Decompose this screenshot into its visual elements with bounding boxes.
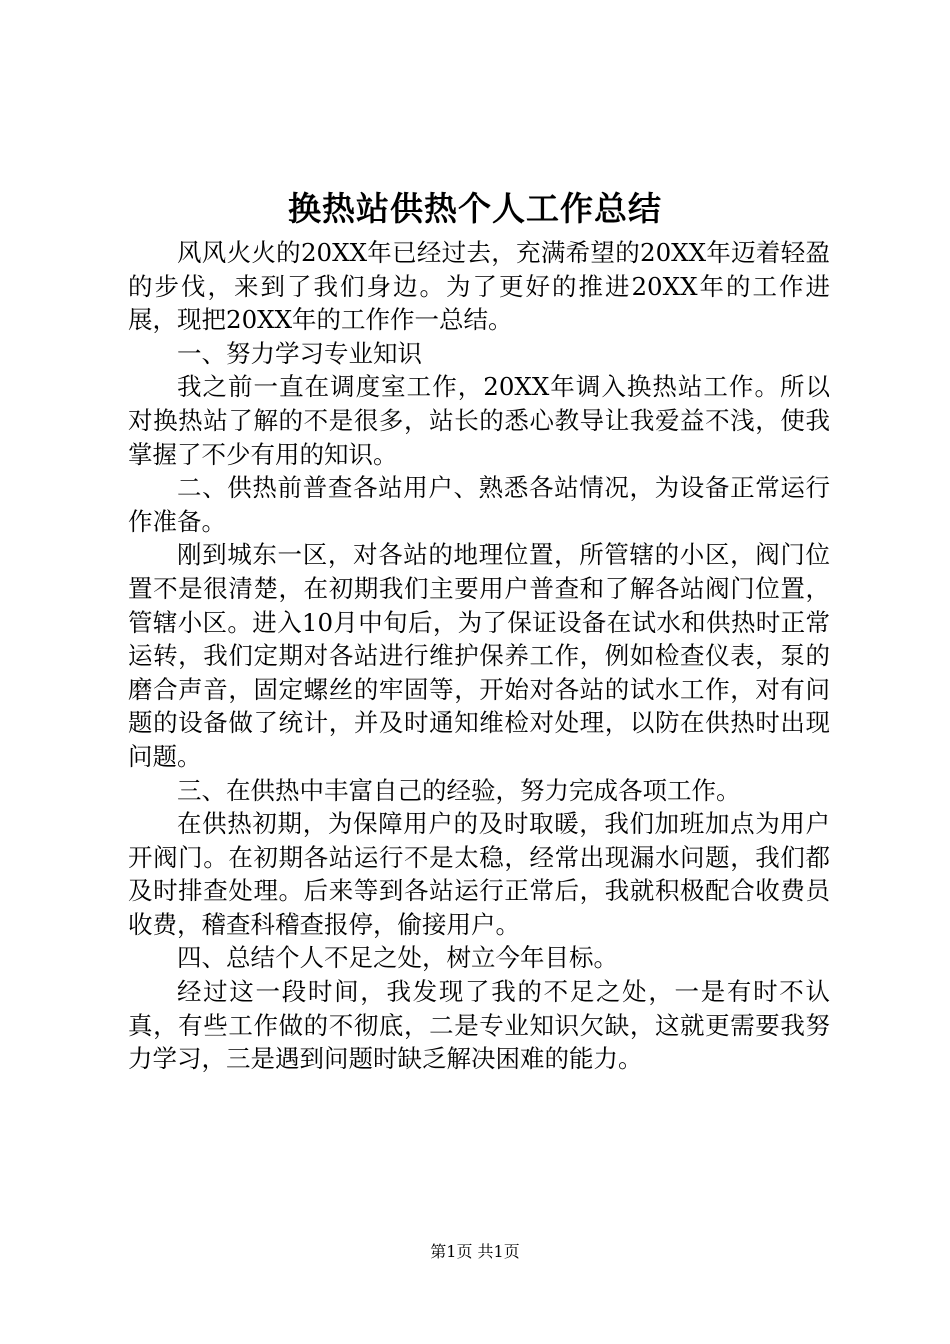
- paragraph-1: 我之前一直在调度室工作，20XX年调入换热站工作。所以对换热站了解的不是很多，站长的悉心教导让我爱益不浅，使我掌握了不少有用的知识。: [128, 372, 830, 469]
- section-heading-3: 三、在供热中丰富自己的经验，努力完成各项工作。: [177, 775, 741, 805]
- section-heading-1: 一、努力学习专业知识: [177, 338, 422, 368]
- paragraph-4: 经过这一段时间，我发现了我的不足之处，一是有时不认真，有些工作做的不彻底，二是专业知识欠缺，这就更需要我努力学习，三是遇到问题时缺乏解决困难的能力。: [128, 977, 830, 1074]
- document-title: 换热站供热个人工作总结: [288, 189, 662, 228]
- page-footer: 第1页 共1页: [430, 1242, 520, 1261]
- paragraph-2: 刚到城东一区，对各站的地理位置，所管辖的小区，阀门位置不是很清楚，在初期我们主要用户普查和了解各站阀门位置，管辖小区。进入10月中旬后，为了保证设备在试水和供热时正常运转，我们定期对各站进行维护保养工作，例如检查仪表，泵的磨合声音，固定螺丝的牢固等，开始对各站的试水工作，对有问题的设备做了统计，并及时通知维检对处理，以防在供热时出现问题。: [128, 540, 830, 771]
- section-heading-2: 二、供热前普查各站用户、熟悉各站情况，为设备正常运行作准备。: [128, 473, 830, 536]
- document-body: [128, 236, 830, 1076]
- section-heading-4: 四、总结个人不足之处，树立今年目标。: [177, 943, 618, 973]
- paragraph-intro: 风风火火的20XX年已经过去，充满希望的20XX年迈着轻盈的步伐，来到了我们身边。为了更好的推进20XX年的工作进展，现把20XX年的工作作一总结。: [128, 238, 830, 335]
- paragraph-3: 在供热初期，为保障用户的及时取暖，我们加班加点为用户开阀门。在初期各站运行不是太稳，经常出现漏水问题，我们都及时排查处理。后来等到各站运行正常后，我就积极配合收费员收费，稽查科稽查报停，偷接用户。: [128, 809, 830, 939]
